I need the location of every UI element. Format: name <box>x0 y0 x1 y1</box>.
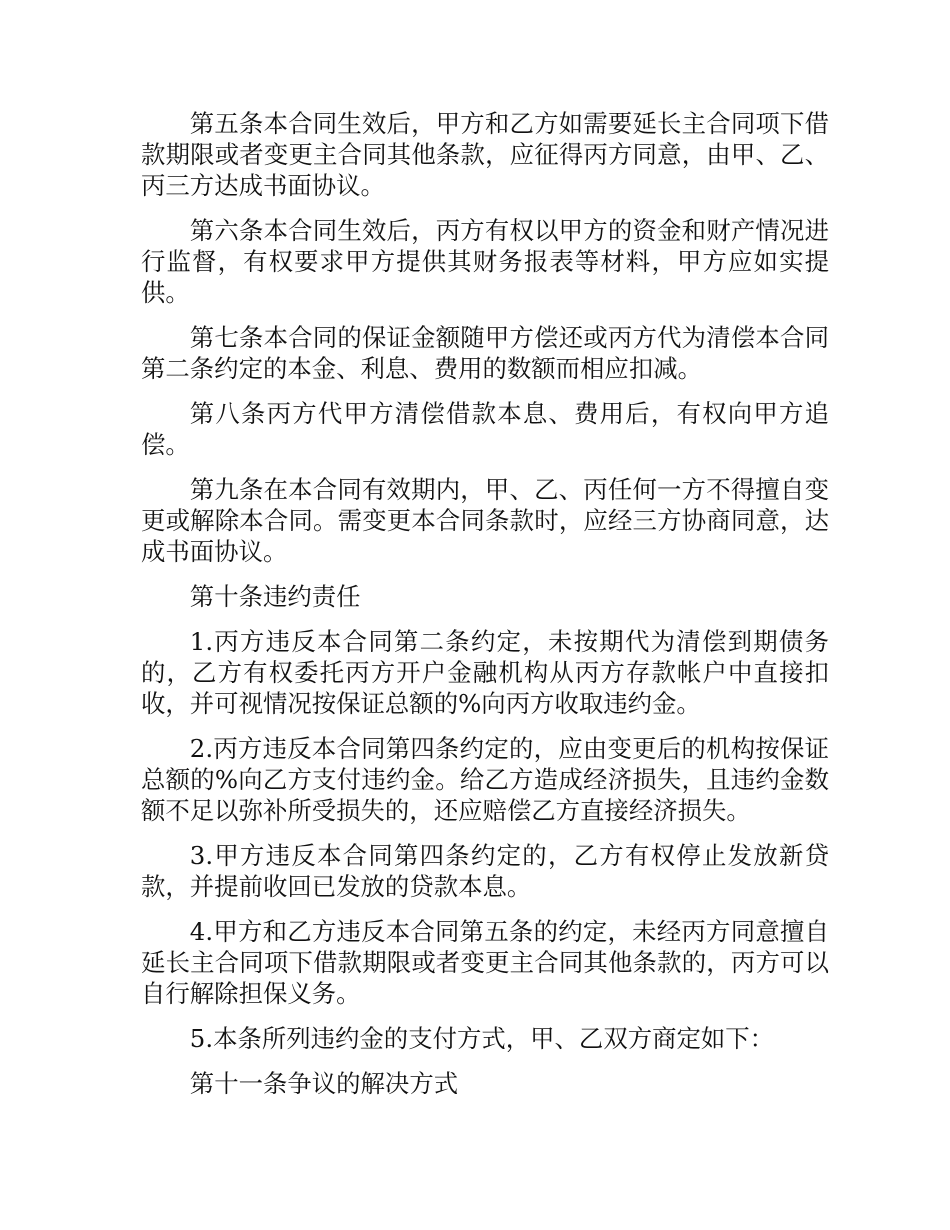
clause-10-1-paragraph: 1.丙方违反本合同第二条约定，未按期代为清偿到期债务的，乙方有权委托丙方开户金融机构从丙方存款帐户中直接扣收，并可视情况按保证总额的%向丙方收取违约金。 <box>141 627 829 718</box>
article-5-paragraph: 第五条本合同生效后，甲方和乙方如需要延长主合同项下借款期限或者变更主合同其他条款，应征得丙方同意，由甲、乙、丙三方达成书面协议。 <box>141 109 829 200</box>
document-body <box>141 108 829 1113</box>
clause-10-4-paragraph: 4.甲方和乙方违反本合同第五条的约定，未经丙方同意擅自延长主合同项下借款期限或者变更主合同其他条款的，丙方可以自行解除担保义务。 <box>141 917 829 1008</box>
article-7-paragraph: 第七条本合同的保证金额随甲方偿还或丙方代为清偿本合同第二条约定的本金、利息、费用的数额而相应扣减。 <box>141 323 829 383</box>
article-9-paragraph: 第九条在本合同有效期内，甲、乙、丙任何一方不得擅自变更或解除本合同。需变更本合同条款时，应经三方协商同意，达成书面协议。 <box>141 475 829 566</box>
clause-10-2-paragraph: 2.丙方违反本合同第四条约定的，应由变更后的机构按保证总额的%向乙方支付违约金。给乙方造成经济损失，且违约金数额不足以弥补所受损失的，还应赔偿乙方直接经济损失。 <box>141 734 829 825</box>
article-8-paragraph: 第八条丙方代甲方清偿借款本息、费用后，有权向甲方追偿。 <box>141 399 829 459</box>
clause-10-5-paragraph: 5.本条所列违约金的支付方式，甲、乙双方商定如下： <box>189 1024 775 1053</box>
article-6-paragraph: 第六条本合同生效后，丙方有权以甲方的资金和财产情况进行监督，有权要求甲方提供其财务报表等材料，甲方应如实提供。 <box>141 216 829 307</box>
clause-10-3-paragraph: 3.甲方违反本合同第四条约定的，乙方有权停止发放新贷款，并提前收回已发放的贷款本息。 <box>141 841 829 901</box>
article-10-heading: 第十条违约责任 <box>189 582 361 611</box>
article-11-heading: 第十一条争议的解决方式 <box>189 1069 459 1098</box>
